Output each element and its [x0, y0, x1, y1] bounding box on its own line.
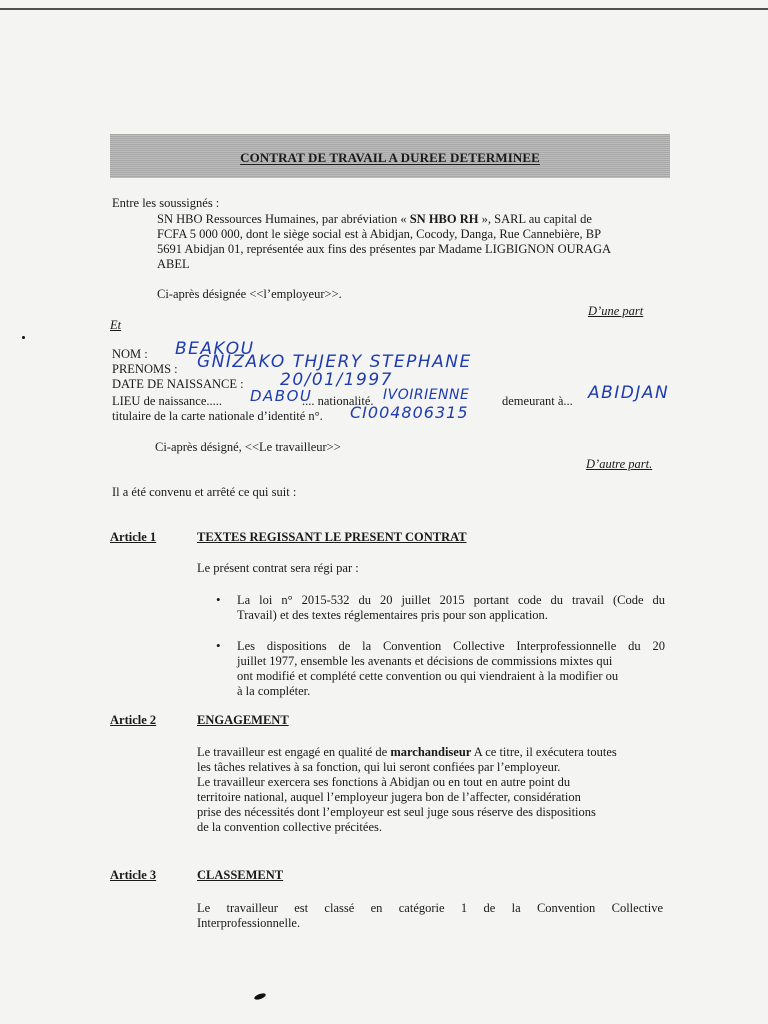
article-1-bullet-2-line-3: ont modifié et complété cette convention ou qui viendraient à la modifier ou — [237, 669, 619, 683]
article-2-label: Article 2 — [110, 713, 157, 727]
lieu-value: DABOU — [250, 387, 313, 405]
dob-value: 20/01/1997 — [280, 370, 393, 390]
article-2-line-1-post: A ce titre, il exécutera toutes — [471, 745, 617, 759]
article-2-line-1-pre: Le travailleur est engagé en qualité de — [197, 745, 391, 759]
article-2-line-5: prise des nécessités dont l’employeur est seul juge sous réserve des dispositions — [197, 805, 596, 819]
article-2-line-6: de la convention collective précitées. — [197, 820, 382, 834]
job-title: marchandiseur — [390, 745, 472, 759]
article-2-line-3: Le travailleur exercera ses fonctions à Abidjan ou en tout en autre point du — [197, 775, 571, 789]
bullet-icon: • — [216, 592, 221, 607]
article-3-title: CLASSEMENT — [197, 868, 284, 882]
contract-title: CONTRAT DE TRAVAIL A DUREE DETERMINEE — [240, 150, 540, 165]
article-2-line-1 — [197, 745, 617, 760]
scan-border-line — [0, 8, 768, 10]
article-1-intro: Le présent contrat sera régi par : — [197, 561, 359, 575]
article-1-bullet-1-line-1: La loi n° 2015-532 du 20 juillet 2015 portant code du travail (Code du — [237, 593, 665, 607]
nationalite-value: IVOIRIENNE — [383, 387, 470, 403]
article-3-line-2: Interprofessionnelle. — [197, 916, 301, 930]
lieu-label: LIEU de naissance..... — [112, 394, 223, 408]
article-3-line-1: Le travailleur est classé en catégorie 1 de la Convention Collective — [197, 901, 663, 915]
article-1-bullet-2-line-1: Les dispositions de la Convention Collective Interprofessionnelle du 20 — [237, 639, 665, 653]
article-1-label: Article 1 — [110, 530, 157, 544]
nom-label: NOM : — [112, 347, 148, 361]
intro-text: Entre les soussignés : — [112, 196, 220, 210]
article-2-line-2: les tâches relatives à sa fonction, qui lui seront confiées par l’employeur. — [197, 760, 561, 774]
et-label: Et — [110, 318, 122, 332]
cni-value: CI004806315 — [350, 403, 469, 422]
article-1-bullet-2-line-4: à la compléter. — [237, 684, 311, 698]
demeurant-value: ABIDJAN — [588, 383, 670, 403]
dune-part: D’une part — [588, 304, 644, 318]
article-1-bullet-2-line-2: juillet 1977, ensemble les avenants et décisions de commissions mixtes qui — [237, 654, 613, 668]
prenoms-value: GNIZAKO THJERY STEPHANE — [197, 352, 472, 372]
article-1-title: TEXTES REGISSANT LE PRESENT CONTRAT — [197, 530, 467, 544]
article-2-title: ENGAGEMENT — [197, 713, 289, 727]
article-2-line-4: territoire national, auquel l’employeur jugera bon de l’affecter, considération — [197, 790, 581, 804]
bullet-icon: • — [216, 638, 221, 653]
employer-designation: Ci-après désignée <<l’employeur>>. — [157, 287, 342, 301]
scan-speck — [22, 336, 25, 339]
convenu-text: Il a été convenu et arrêté ce qui suit : — [112, 485, 297, 499]
employer-line-4: ABEL — [157, 257, 190, 271]
employer-line-3: 5691 Abidjan 01, représentée aux fins des présentes par Madame LIGBIGNON OURAGA — [157, 242, 612, 256]
nationalite-label: .... nationalité. — [302, 394, 374, 408]
employer-line-1-post: », SARL au capital de — [478, 212, 592, 226]
article-1-bullet-1-line-2: Travail) et des textes réglementaires pris pour son application. — [237, 608, 548, 622]
worker-designation: Ci-après désigné, <<Le travailleur>> — [155, 440, 341, 454]
demeurant-label: demeurant à... — [502, 394, 573, 408]
employer-line-1-pre: SN HBO Ressources Humaines, par abréviation « — [157, 212, 410, 226]
dob-label: DATE DE NAISSANCE : — [112, 377, 244, 391]
employer-line-1 — [157, 212, 665, 227]
cni-label: titulaire de la carte nationale d’identité n°. — [112, 409, 323, 423]
prenoms-label: PRENOMS : — [112, 362, 178, 376]
title-banner — [110, 134, 670, 178]
nom-value: BEAKOU — [175, 339, 255, 359]
employer-line-2: FCFA 5 000 000, dont le siège social est à Abidjan, Cocody, Danga, Rue Cannebière, BP — [157, 227, 602, 241]
dautre-part: D’autre part. — [586, 457, 653, 471]
employer-abbrev: SN HBO RH — [409, 212, 479, 226]
article-3-label: Article 3 — [110, 868, 157, 882]
scan-speck — [254, 992, 267, 1001]
